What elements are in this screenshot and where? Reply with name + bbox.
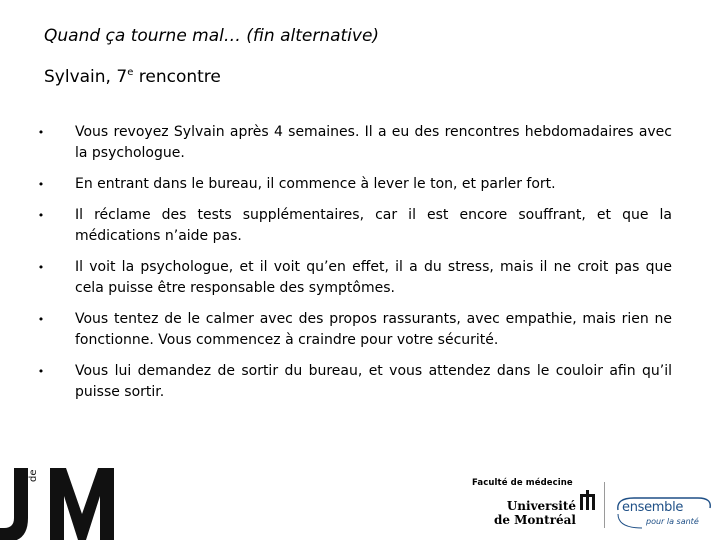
bullet-glyph: • — [37, 126, 45, 139]
bullet-text: En entrant dans le bureau, il commence à lever le ton, et parler fort. — [75, 176, 556, 192]
logo-divider — [604, 482, 605, 528]
bullet-text: Il voit la psychologue, et il voit qu’en effet, il a du stress, mais il ne croit pas que cela puisse être responsable des symptômes. — [75, 259, 672, 296]
bullet-glyph: • — [37, 178, 45, 191]
ensemble-logo — [612, 494, 718, 534]
subtitle-main: Sylvain, 7 — [44, 67, 128, 87]
faculty-block — [470, 478, 600, 534]
ensemble-text: ensemble — [622, 500, 684, 515]
udem-emblem-icon — [578, 488, 598, 512]
university-name — [494, 499, 576, 527]
bullet-glyph: • — [37, 261, 45, 274]
university-line-2: de Montréal — [493, 513, 576, 527]
bullet-item — [36, 205, 672, 247]
bullet-item — [36, 309, 672, 351]
bullet-glyph: • — [37, 365, 45, 378]
bullet-text: Vous revoyez Sylvain après 4 semaines. Il a eu des rencontres hebdomadaires avec la psychologue. — [75, 124, 672, 161]
bullet-text: Vous lui demandez de sortir du bureau, et vous attendez dans le couloir afin qu’il puisse sortir. — [75, 363, 672, 400]
udem-logo — [0, 462, 116, 540]
faculty-name: Faculté de médecine — [472, 478, 573, 488]
bullet-item — [36, 361, 672, 403]
bullet-text: Il réclame des tests supplémentaires, car il est encore souffrant, et que la médications n’aide pas. — [75, 207, 672, 244]
bullet-glyph: • — [37, 209, 45, 222]
bullet-list — [36, 122, 672, 413]
university-line-1: Université — [506, 499, 576, 513]
bullet-item — [36, 122, 672, 164]
slide-title: Quand ça tourne mal… (fin alternative) — [44, 26, 380, 46]
bullet-text: Vous tentez de le calmer avec des propos rassurants, avec empathie, mais rien ne fonctionne. Vous commencez à craindre pour votre sécurité. — [75, 311, 672, 348]
subtitle-superscript: e — [127, 67, 134, 78]
bullet-item — [36, 174, 672, 195]
slide-subtitle — [44, 67, 221, 87]
ensemble-tagline: pour la santé — [646, 517, 699, 526]
logo-prefix: de — [28, 469, 39, 482]
subtitle-rest: rencontre — [133, 67, 221, 87]
bullet-item — [36, 257, 672, 299]
bullet-glyph: • — [37, 313, 45, 326]
